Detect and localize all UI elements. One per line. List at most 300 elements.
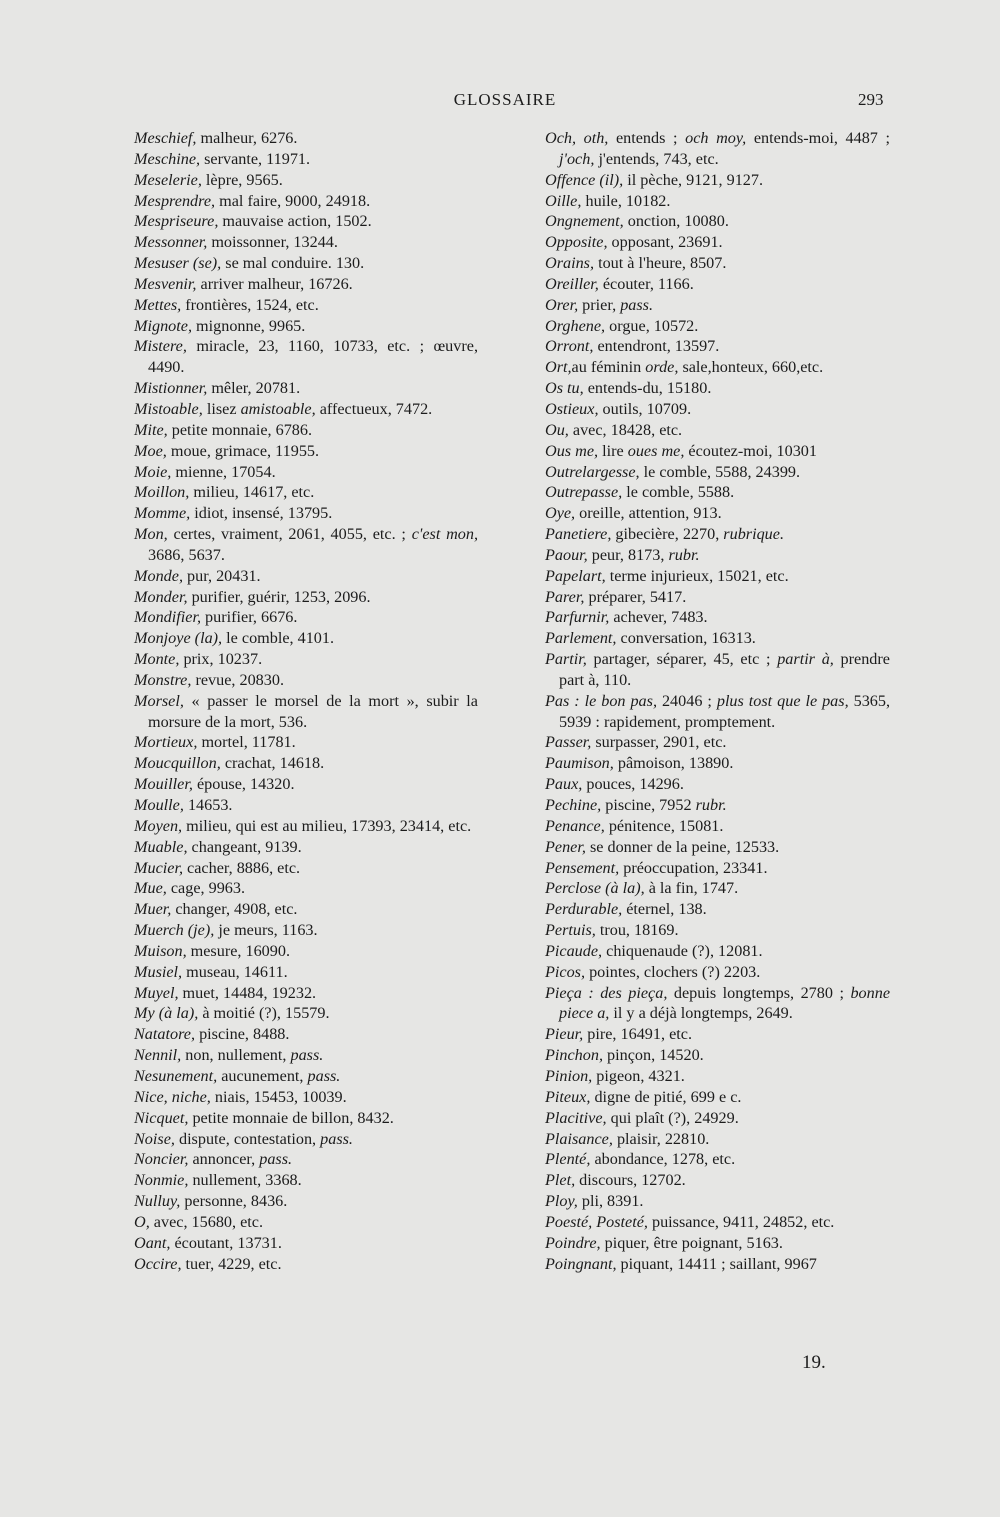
definition: le comble, 4101.: [222, 629, 335, 648]
definition: mesure, 16090.: [186, 941, 291, 960]
definition: purifier, 6676.: [201, 608, 298, 627]
definition: pénitence, 15081.: [604, 816, 724, 835]
definition: pur, 20431.: [183, 566, 261, 585]
glossary-entry: [134, 1129, 478, 1150]
glossary-entry: [545, 753, 890, 774]
headword: Orer,: [545, 295, 579, 314]
headword: Placitive,: [545, 1108, 607, 1127]
headword: Nonmie,: [134, 1171, 189, 1190]
glossary-entry: [134, 962, 478, 983]
glossary-entry: [134, 191, 478, 212]
glossary-entry: [134, 149, 478, 170]
headword: Mistoable,: [134, 399, 203, 418]
headword: Parer,: [545, 587, 585, 606]
definition: non, nullement,: [181, 1046, 291, 1065]
italic-text: pass.: [307, 1066, 341, 1085]
definition: terme injurieux, 15021, etc.: [605, 566, 789, 585]
definition: huile, 10182.: [581, 191, 671, 210]
glossary-entry: [545, 482, 890, 503]
glossary-entry: [545, 649, 890, 691]
glossary-entry: [545, 191, 890, 212]
definition: écoutant, 13731.: [170, 1233, 282, 1252]
definition: pigeon, 4321.: [592, 1066, 685, 1085]
definition: lèpre, 9565.: [201, 170, 283, 189]
glossary-entry: [134, 253, 478, 274]
headword: Paumison,: [545, 754, 614, 773]
glossary-entry: [134, 211, 478, 232]
definition: surpasser, 2901, etc.: [591, 733, 727, 752]
glossary-entry: [545, 878, 890, 899]
glossary-entry: [134, 920, 478, 941]
glossary-entry: [134, 170, 478, 191]
glossary-entry: [134, 795, 478, 816]
page-number: 293: [858, 90, 884, 109]
glossary-entry: [134, 420, 478, 441]
glossary-entry: [545, 1149, 890, 1170]
definition: prendre part à, 110.: [559, 650, 890, 689]
glossary-entry: [134, 649, 478, 670]
glossary-entry: [134, 316, 478, 337]
headword: Parfurnir,: [545, 608, 610, 627]
definition: au féminin: [571, 358, 646, 377]
definition: avec, 18428, etc.: [568, 420, 683, 439]
headword: Plenté,: [545, 1150, 591, 1169]
headword: Picaude,: [545, 941, 603, 960]
headword: Ou,: [545, 420, 569, 439]
headword: Nicquet,: [134, 1108, 189, 1127]
definition: pouces, 14296.: [582, 775, 684, 794]
glossary-entry: [545, 316, 890, 337]
definition: 14653.: [183, 796, 233, 814]
definition: piquant, 14411 ; saillant, 9967: [616, 1254, 817, 1273]
glossary-entry: [134, 837, 478, 858]
definition: petite monnaie, 6786.: [167, 420, 313, 439]
italic-text: och moy,: [685, 129, 747, 147]
definition: avec, 15680, etc.: [149, 1212, 264, 1231]
definition: il y a déjà longtemps, 2649.: [609, 1004, 793, 1023]
definition: partager, séparer, 45, etc ;: [586, 650, 778, 669]
headword: Os tu,: [545, 379, 584, 398]
glossary-entry: [545, 941, 890, 962]
headword: Mignote,: [134, 316, 192, 335]
headword: Penance,: [545, 816, 605, 835]
definition: mortel, 11781.: [197, 733, 296, 752]
headword: Plet,: [545, 1171, 576, 1190]
headword: Nennil,: [134, 1046, 182, 1065]
definition: « passer le morsel de la mort », subir la morsure de la mort, 536.: [148, 691, 478, 731]
headword: My (à la),: [134, 1004, 199, 1023]
definition: servante, 11971.: [200, 149, 311, 168]
signature-mark: 19.: [802, 1352, 826, 1373]
headword: Pinion,: [545, 1066, 593, 1085]
glossary-entry: [545, 232, 890, 253]
headword: Nesunement,: [134, 1066, 218, 1085]
glossary-entry: [134, 128, 478, 149]
headword: Pieur,: [545, 1025, 584, 1044]
definition: milieu, 14617, etc.: [189, 483, 315, 502]
glossary-entry: [134, 1191, 478, 1212]
headword: Mesuser (se),: [134, 254, 222, 273]
headword: Mesvenir,: [134, 274, 197, 293]
definition: pointes, clochers (?) 2203.: [585, 962, 761, 981]
glossary-entry: [545, 295, 890, 316]
definition: tuer, 4229, etc.: [181, 1254, 282, 1273]
glossary-entry: [545, 128, 890, 170]
headword: Passer,: [545, 733, 592, 752]
glossary-entry: [134, 899, 478, 920]
headword: Occire,: [134, 1254, 182, 1273]
glossary-entry: [545, 691, 890, 733]
headword: Orghene,: [545, 316, 606, 335]
definition: mêler, 20781.: [207, 379, 301, 398]
headword: Muer,: [134, 900, 172, 919]
headword: Meschine,: [134, 149, 201, 168]
italic-text: pass.: [290, 1046, 324, 1065]
definition: à moitié (?), 15579.: [198, 1004, 330, 1023]
glossary-entry: [545, 607, 890, 628]
definition: pinçon, 14520.: [603, 1046, 704, 1065]
glossary-column-right: [545, 128, 890, 1274]
headword: Panetiere,: [545, 525, 612, 544]
headword: Och, oth,: [545, 129, 609, 147]
headword: Muison,: [134, 941, 187, 960]
definition: certes, vraiment, 2061, 4055, etc. ;: [167, 525, 412, 544]
definition: entends-moi, 4487 ;: [746, 129, 890, 147]
glossary-entry: [134, 691, 478, 733]
definition: écoutez-moi, 10301: [684, 441, 817, 460]
headword: Monstre,: [134, 670, 192, 689]
definition: piscine, 7952: [601, 796, 696, 814]
italic-text: orde,: [645, 358, 679, 377]
glossary-entry: [134, 1024, 478, 1045]
glossary-entry: [545, 587, 890, 608]
glossary-entry: [134, 524, 478, 566]
headword: Meschief,: [134, 129, 197, 147]
definition: orgue, 10572.: [605, 316, 699, 335]
headword: Poingnant,: [545, 1254, 617, 1273]
glossary-entry: [134, 774, 478, 795]
definition: depuis longtemps, 2780 ;: [667, 983, 851, 1002]
headword: Ous me,: [545, 441, 599, 460]
headword: Mistere,: [134, 337, 187, 356]
headword: Mondifier,: [134, 608, 201, 627]
definition: 3686, 5637.: [148, 545, 225, 564]
definition: malheur, 6276.: [196, 129, 298, 147]
definition: puissance, 9411, 24852, etc.: [647, 1212, 835, 1231]
headword: Mespriseure,: [134, 212, 219, 231]
definition: se donner de la peine, 12533.: [585, 837, 780, 856]
headword: Picos,: [545, 962, 586, 981]
headword: Musiel,: [134, 962, 183, 981]
headword: Meselerie,: [134, 170, 202, 189]
headword: O,: [134, 1212, 150, 1231]
definition: achever, 7483.: [609, 608, 708, 627]
glossary-entry: [134, 1045, 478, 1066]
headword: Mortieux,: [134, 733, 198, 752]
headword: Nice, niche,: [134, 1087, 211, 1106]
headword: Ploy,: [545, 1192, 578, 1211]
definition: oreille, attention, 913.: [575, 504, 722, 523]
glossary-entry: [134, 462, 478, 483]
glossary-entry: [545, 858, 890, 879]
definition: lire: [598, 441, 628, 460]
definition: onction, 10080.: [623, 212, 729, 231]
headword: Pinchon,: [545, 1046, 603, 1065]
definition: peur, 8173,: [587, 545, 669, 564]
glossary-entry: [134, 941, 478, 962]
page-title: GLOSSAIRE: [453, 90, 557, 109]
definition: mauvaise action, 1502.: [218, 212, 372, 231]
definition: nullement, 3368.: [188, 1171, 302, 1190]
headword: Muerch (je),: [134, 921, 215, 940]
glossary-entry: [134, 566, 478, 587]
glossary-column-left: [134, 128, 478, 1274]
glossary-entry: [545, 1233, 890, 1254]
glossary-entry: [134, 753, 478, 774]
definition: personne, 8436.: [180, 1192, 288, 1211]
glossary-entry: [134, 378, 478, 399]
definition: qui plaît (?), 24929.: [606, 1108, 739, 1127]
italic-text: rubr.: [695, 796, 727, 814]
definition: sale,honteux, 660,etc.: [678, 358, 824, 377]
glossary-entry: [134, 274, 478, 295]
glossary-entry: [134, 816, 478, 837]
definition: crachat, 14618.: [220, 754, 325, 773]
definition: mignonne, 9965.: [192, 316, 306, 335]
definition: moissonner, 13244.: [207, 233, 338, 252]
definition: abondance, 1278, etc.: [590, 1150, 736, 1169]
glossary-entry: [134, 1233, 478, 1254]
headword: Pensement,: [545, 858, 620, 877]
headword: Mucier,: [134, 858, 183, 877]
headword: Messonner,: [134, 233, 208, 252]
glossary-entry: [134, 399, 478, 420]
definition: miracle, 23, 1160, 10733, etc. ; œuvre, 4490.: [148, 337, 478, 377]
glossary-entry: [545, 1024, 890, 1045]
glossary-entry: [134, 670, 478, 691]
glossary-entry: [545, 566, 890, 587]
glossary-entry: [545, 962, 890, 983]
headword: Outrelargesse,: [545, 462, 640, 481]
definition: conversation, 16313.: [616, 629, 756, 648]
italic-text: j'och,: [559, 149, 595, 168]
headword: Morsel,: [134, 691, 184, 710]
definition: muet, 14484, 19232.: [178, 983, 317, 1002]
headword: Ostieux,: [545, 399, 599, 418]
glossary-entry: [134, 482, 478, 503]
definition: pli, 8391.: [577, 1192, 644, 1211]
definition: pâmoison, 13890.: [613, 754, 734, 773]
italic-text: bonne piece a,: [559, 983, 890, 1023]
definition: le comble, 5588.: [622, 483, 735, 502]
glossary-entry: [545, 253, 890, 274]
headword: Orront,: [545, 337, 594, 356]
definition: niais, 15453, 10039.: [210, 1087, 347, 1106]
definition: à la fin, 1747.: [644, 879, 739, 898]
glossary-entry: [134, 1254, 478, 1275]
headword: Offence (il),: [545, 170, 624, 189]
headword: Monte,: [134, 650, 180, 669]
glossary-entry: [545, 1066, 890, 1087]
definition: il pèche, 9121, 9127.: [623, 170, 764, 189]
glossary-entry: [545, 336, 890, 357]
italic-text: c'est mon,: [411, 525, 479, 544]
headword: Momme,: [134, 504, 191, 523]
glossary-entry: [545, 899, 890, 920]
definition: moue, grimace, 11955.: [166, 441, 320, 460]
glossary-entry: [545, 274, 890, 295]
definition: petite monnaie de billon, 8432.: [188, 1108, 394, 1127]
glossary-entry: [134, 1108, 478, 1129]
glossary-entry: [545, 462, 890, 483]
definition: milieu, qui est au milieu, 17393, 23414, etc.: [182, 816, 472, 835]
definition: annoncer,: [188, 1150, 260, 1169]
definition: opposant, 23691.: [607, 233, 723, 252]
glossary-entry: [134, 441, 478, 462]
headword: Pieça : des pieça,: [545, 983, 668, 1002]
definition: aucunement,: [217, 1066, 308, 1085]
glossary-entry: [134, 1066, 478, 1087]
glossary-entry: [545, 1108, 890, 1129]
glossary-entry: [545, 795, 890, 816]
definition: éternel, 138.: [622, 900, 707, 919]
headword: Poesté, Posteté,: [545, 1212, 648, 1231]
italic-text: pass.: [620, 295, 654, 314]
headword: Partir,: [545, 650, 587, 669]
definition: prier,: [578, 295, 621, 314]
headword: Perdurable,: [545, 900, 623, 919]
headword: Parlement,: [545, 629, 617, 648]
glossary-entry: [545, 1129, 890, 1150]
headword: Pechine,: [545, 796, 602, 814]
definition: préparer, 5417.: [584, 587, 687, 606]
glossary-entry: [545, 524, 890, 545]
glossary-entry: [545, 378, 890, 399]
headword: Muable,: [134, 837, 188, 856]
headword: Moe,: [134, 441, 167, 460]
definition: purifier, guérir, 1253, 2096.: [187, 587, 371, 606]
definition: gibecière, 2270,: [611, 525, 724, 544]
headword: Moillon,: [134, 483, 190, 502]
headword: Mue,: [134, 879, 167, 898]
glossary-entry: [134, 732, 478, 753]
glossary-entry: [134, 858, 478, 879]
definition: mienne, 17054.: [171, 462, 276, 481]
headword: Poindre,: [545, 1233, 601, 1252]
headword: Mon,: [134, 525, 168, 544]
glossary-entry: [134, 1149, 478, 1170]
definition: 5365, 5939 : rapidement, promptement.: [559, 691, 891, 731]
headword: Monder,: [134, 587, 188, 606]
glossary-entry: [134, 1003, 478, 1024]
headword: Oreiller,: [545, 274, 599, 293]
definition: le comble, 5588, 24399.: [639, 462, 801, 481]
definition: changeant, 9139.: [187, 837, 302, 856]
headword: Nulluy,: [134, 1192, 181, 1211]
glossary-entry: [134, 1170, 478, 1191]
glossary-entry: [134, 1087, 478, 1108]
headword: Oille,: [545, 191, 582, 210]
headword: Oant,: [134, 1233, 171, 1252]
definition: entends-du, 15180.: [583, 379, 712, 398]
glossary-entry: [134, 503, 478, 524]
headword: Moulle,: [134, 796, 184, 814]
headword: Papelart,: [545, 566, 606, 585]
headword: Moie,: [134, 462, 172, 481]
headword: Moucquillon,: [134, 754, 221, 773]
glossary-entry: [545, 628, 890, 649]
headword: Muyel,: [134, 983, 179, 1002]
headword: Piteux,: [545, 1087, 591, 1106]
glossary-entry: [545, 1254, 890, 1275]
glossary-entry: [545, 170, 890, 191]
glossary-entry: [134, 628, 478, 649]
italic-text: amistoable,: [240, 399, 316, 418]
glossary-entry: [545, 357, 890, 378]
headword: Pertuis,: [545, 921, 596, 940]
headword: Orains,: [545, 254, 595, 273]
definition: outils, 10709.: [598, 399, 692, 418]
glossary-entry: [134, 336, 478, 378]
headword: Paour,: [545, 545, 588, 564]
glossary-entry: [134, 983, 478, 1004]
definition: piscine, 8488.: [195, 1025, 290, 1044]
definition: cacher, 8886, etc.: [183, 858, 301, 877]
glossary-entry: [545, 837, 890, 858]
glossary-entry: [134, 232, 478, 253]
italic-text: oues me,: [627, 441, 685, 460]
glossary-entry: [545, 816, 890, 837]
headword: Pas : le bon pas,: [545, 691, 657, 710]
definition: chiquenaude (?), 12081.: [602, 941, 763, 960]
headword: Mouiller,: [134, 775, 193, 794]
definition: idiot, insensé, 13795.: [190, 504, 333, 523]
definition: changer, 4908, etc.: [171, 900, 298, 919]
glossary-entry: [545, 211, 890, 232]
headword: Ongnement,: [545, 212, 624, 231]
glossary-entry: [134, 587, 478, 608]
headword: Natatore,: [134, 1025, 196, 1044]
definition: arriver malheur, 16726.: [196, 274, 353, 293]
definition: frontières, 1524, etc.: [181, 295, 319, 314]
definition: écouter, 1166.: [598, 274, 694, 293]
headword: Noise,: [134, 1129, 175, 1148]
italic-text: partir à,: [777, 650, 834, 669]
headword: Mesprendre,: [134, 191, 216, 210]
headword: Noncier,: [134, 1150, 189, 1169]
definition: se mal conduire. 130.: [221, 254, 365, 273]
glossary-entry: [134, 1212, 478, 1233]
glossary-entry: [545, 441, 890, 462]
definition: dispute, contestation,: [174, 1129, 321, 1148]
glossary-entry: [134, 878, 478, 899]
definition: entendront, 13597.: [593, 337, 720, 356]
glossary-entry: [545, 1212, 890, 1233]
headword: Perclose (à la),: [545, 879, 645, 898]
headword: Moyen,: [134, 816, 183, 835]
glossary-entry: [134, 607, 478, 628]
definition: piquer, être poignant, 5163.: [600, 1233, 783, 1252]
headword: Mettes,: [134, 295, 182, 314]
headword: Plaisance,: [545, 1129, 613, 1148]
definition: digne de pitié, 699 e c.: [590, 1087, 742, 1106]
definition: cage, 9963.: [166, 879, 246, 898]
headword: Opposite,: [545, 233, 608, 252]
headword: Mistionner,: [134, 379, 208, 398]
definition: discours, 12702.: [575, 1171, 686, 1190]
glossary-entry: [545, 1191, 890, 1212]
definition: je meurs, 1163.: [214, 921, 318, 940]
